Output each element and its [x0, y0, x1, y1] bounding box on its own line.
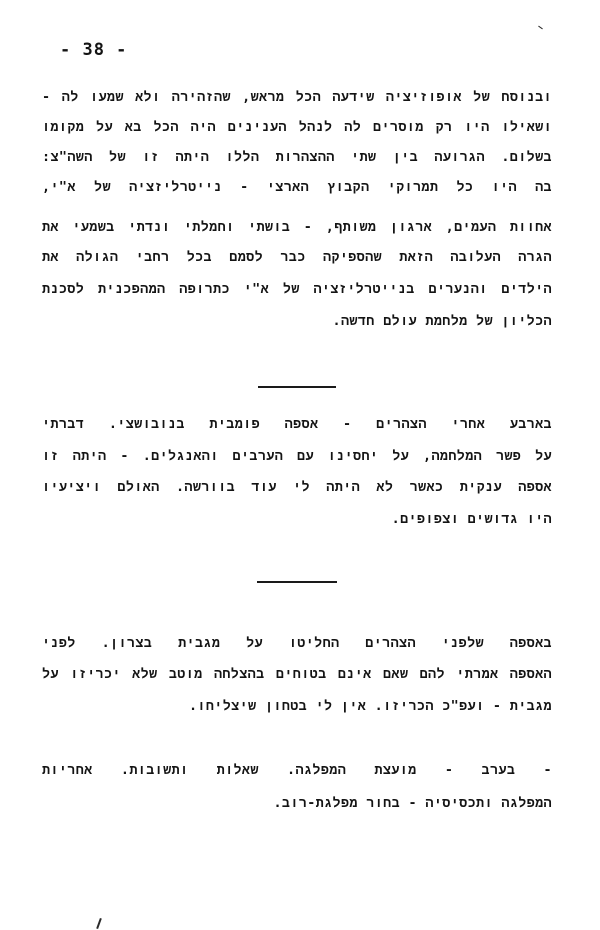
text-line: ובנוסח של אופוזיציה שידעה הכל מראש, שהזהירה ולא שמעו לה -	[42, 90, 552, 105]
text-line: הילדים והנערים בנייטרליזציה של א"י כתרופה המהפכנית לסכנת	[42, 282, 552, 297]
text-line: בה היו כל תמרוקי הקבוץ הארצי - נייטרליזציה של א"י,	[42, 180, 552, 195]
scan-speck	[538, 26, 543, 30]
text-line: המפלגה ותכסיסיה - בחור מפלגת-רוב.	[273, 796, 552, 811]
text-line: הכליון של מלחמת עולם חדשה.	[332, 314, 552, 329]
section-divider	[257, 581, 337, 583]
scan-speck	[96, 918, 102, 929]
text-line: בשלום. הגרועה בין שתי ההצהרות הללו היתה זו של השה"צ:	[42, 150, 552, 165]
text-line: אחוות העמים, ארגון משותף, - בושתי וחמלתי ונדתי בשמעי את	[42, 220, 552, 235]
text-line: אספה ענקית כאשר לא היתה לי עוד בוורשה. האולם ויציעיו	[42, 480, 552, 495]
text-line: בארבע אחרי הצהרים - אספה פומבית בנובושצי. דברתי	[42, 417, 552, 432]
text-line: הגרה העלובה הזאת שהספיקה כבר לסמם בכל רחבי הגולה את	[42, 250, 552, 265]
text-line: באספה שלפני הצהרים החליטו על מגבית בצרון. לפני	[42, 636, 552, 651]
page-number: - 38 -	[60, 40, 128, 60]
text-line: האספה אמרתי להם שאם אינם בטוחים בהצלחה מוטב שלא יכריזו על	[42, 667, 552, 682]
section-divider	[258, 386, 336, 388]
text-line: - בערב - מועצת המפלגה. שאלות ותשובות. אחריות	[42, 763, 552, 778]
text-line: מגבית - ועפ"כ הכריזו. אין לי בטחון שיצליחו.	[188, 699, 552, 714]
text-line: היו גדושים וצפופים.	[391, 512, 552, 527]
text-line: ושאילו היו רק מוסרים לה לנהל הענינים היה הכל בא על מקומו	[42, 120, 552, 135]
text-line: על פשר המלחמה, על יחסינו עם הערבים והאנגלים. - היתה זו	[42, 449, 552, 464]
